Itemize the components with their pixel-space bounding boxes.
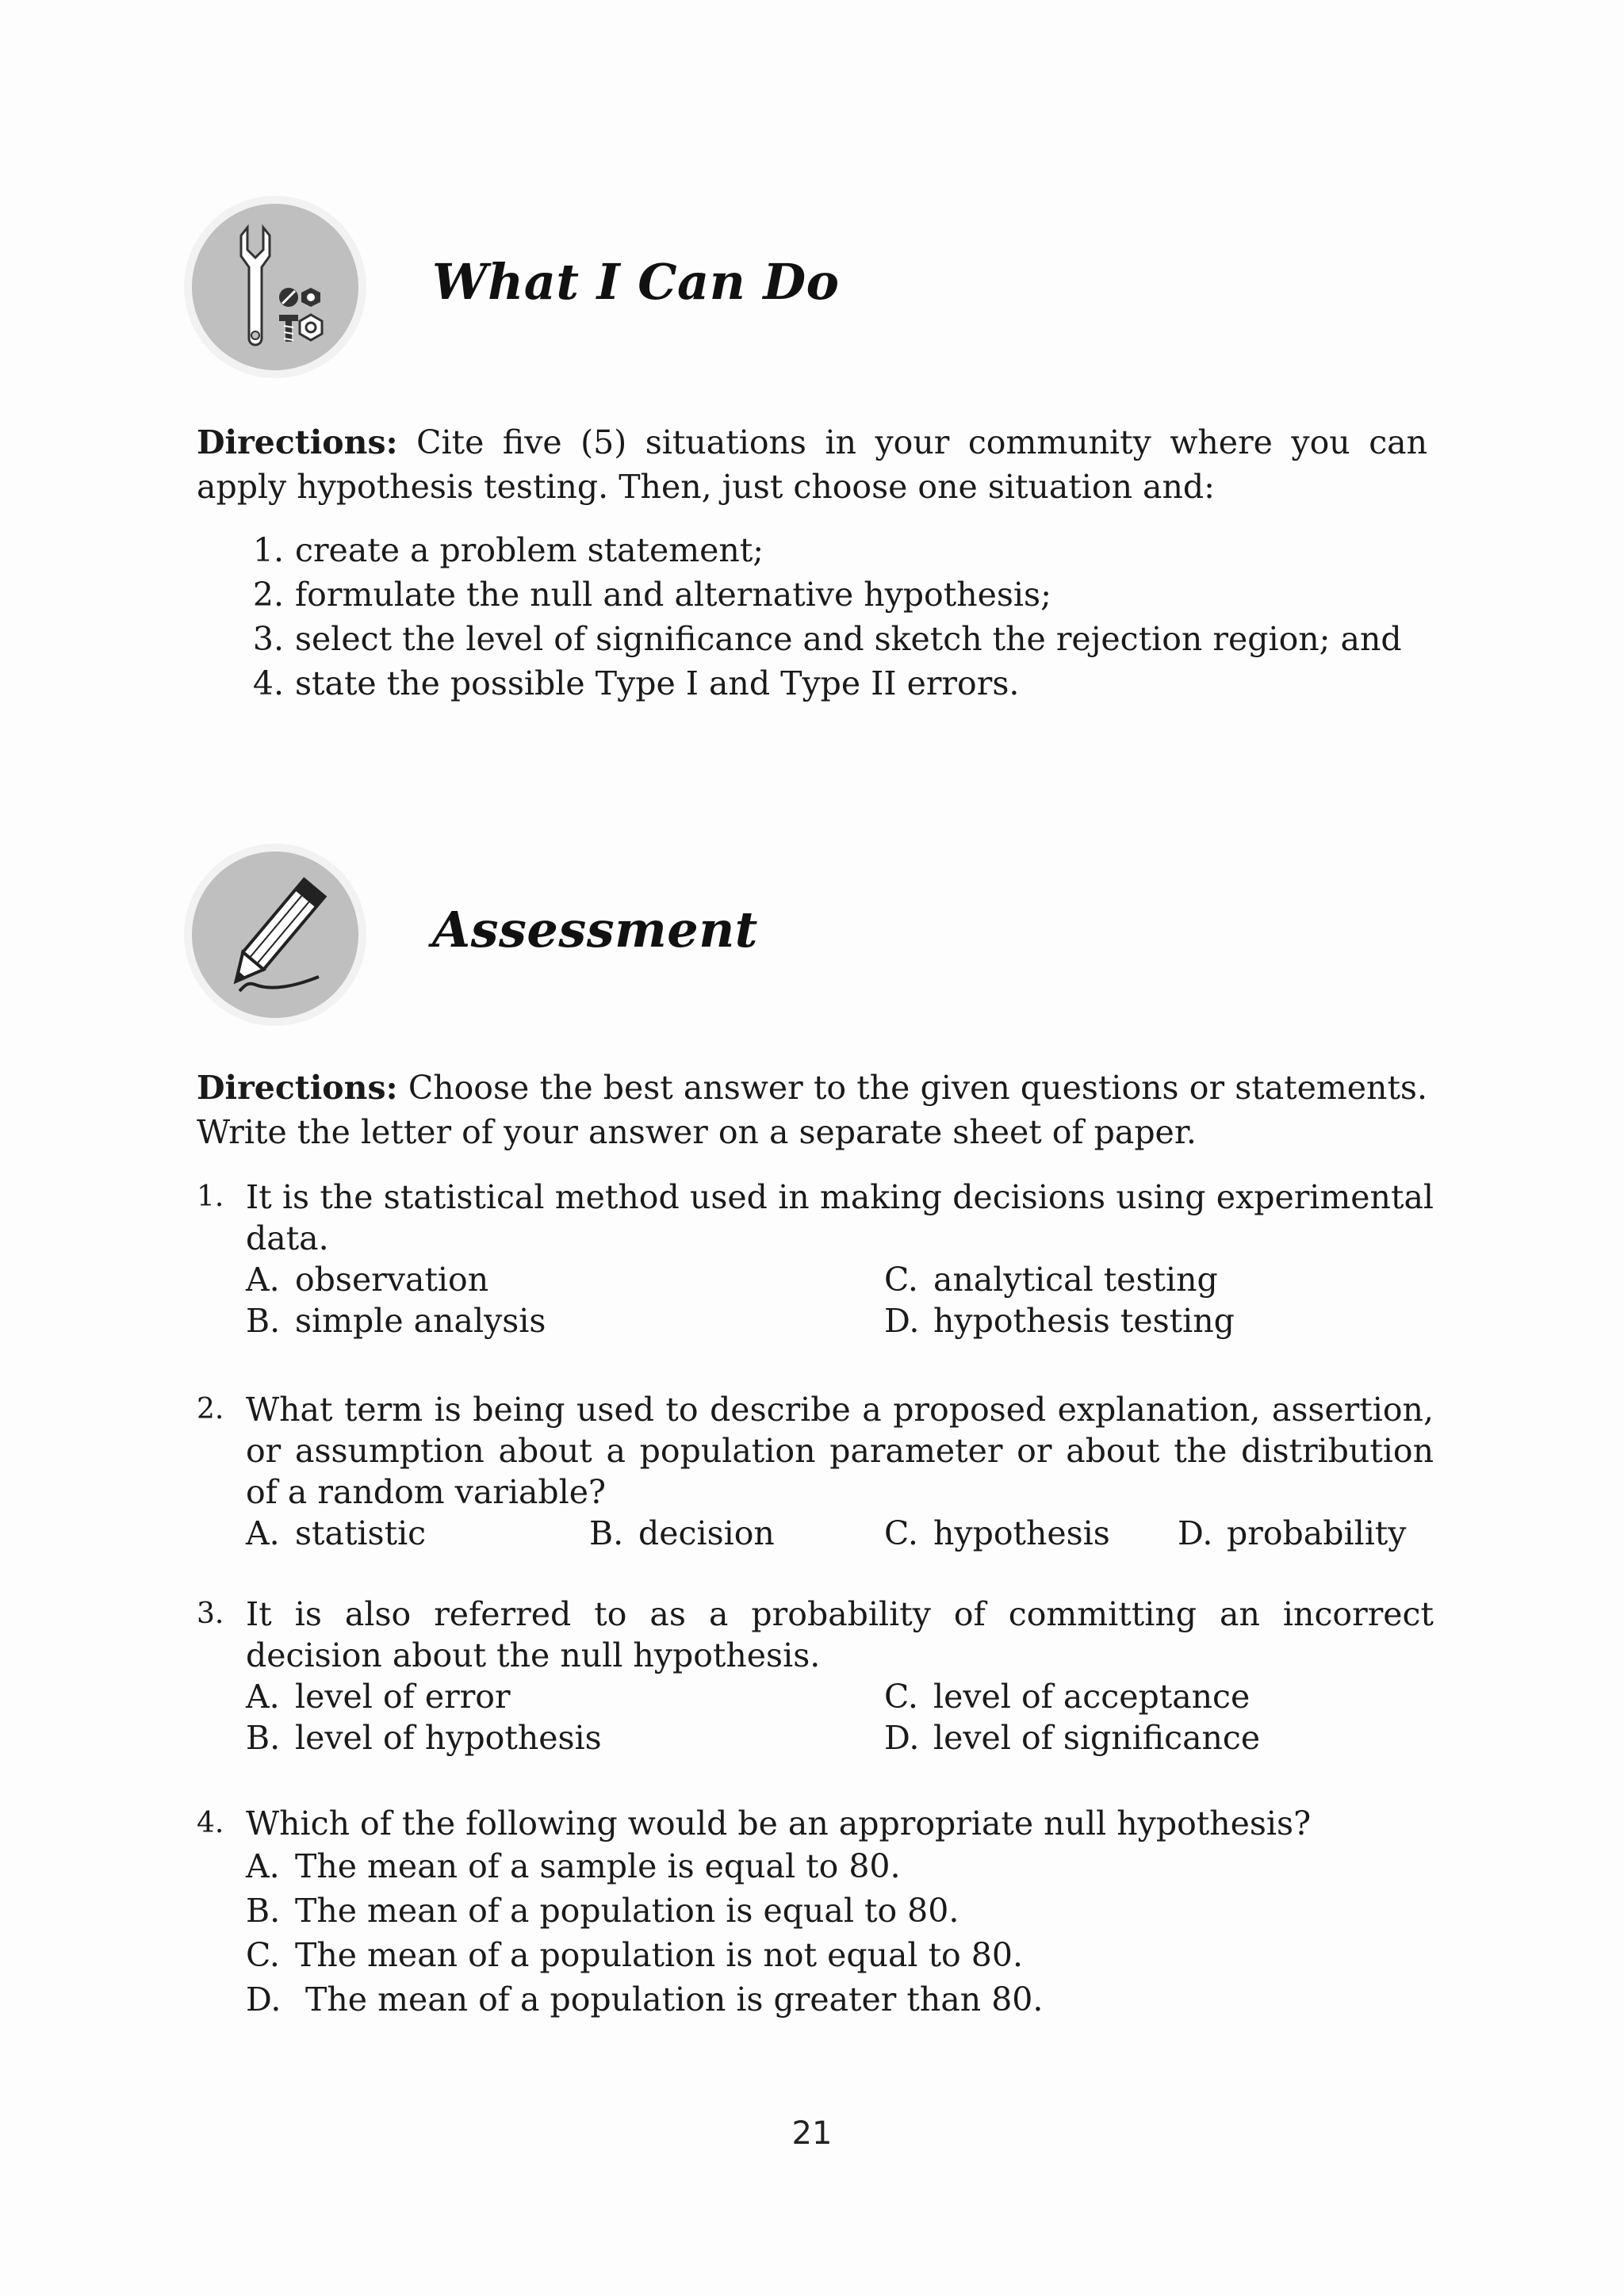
directions-label: Directions: (197, 1069, 398, 1107)
page-number: 21 (791, 2115, 833, 2152)
what-i-can-do-header (174, 204, 1443, 378)
directions-text: Cite five (5) situations in your community where you can apply hypothesis testing. Then, just choose one situation and: (197, 423, 1427, 506)
directions-text: Choose the best answer to the given questions or statements. Write the letter of your answer on a separate sheet of paper. (197, 1069, 1427, 1151)
question-number: 1. (197, 1181, 224, 1213)
directions-paragraph (197, 420, 1427, 509)
task-list (197, 528, 1427, 706)
list-item: 3. select the level of significance and sketch the rejection region; and (252, 620, 1402, 658)
directions-paragraph (197, 1066, 1427, 1154)
answer-option: C. The mean of a population is not equal to 80. (246, 1936, 1023, 1974)
answer-option: D. hypothesis testing (884, 1302, 1235, 1340)
answer-option: D. level of significance (884, 1719, 1261, 1757)
wrench-and-bolts-icon (192, 204, 358, 370)
assessment-header (174, 851, 1443, 1026)
answer-option: A. level of error (246, 1678, 511, 1716)
section-title: Assessment (432, 901, 758, 959)
answer-option: B. simple analysis (246, 1302, 546, 1340)
question-text: Which of the following would be an appropriate null hypothesis? (246, 1804, 1312, 1843)
question-text: What term is being used to describe a proposed explanation, assertion, or assumption about a population parameter or about the distribution of a random variable? (246, 1391, 1434, 1511)
question-1 (197, 1177, 1434, 1341)
answer-option: A. The mean of a sample is equal to 80. (246, 1847, 901, 1885)
answer-options (246, 1513, 1434, 1554)
answer-options (246, 1259, 1434, 1341)
answer-option: B. decision (589, 1514, 775, 1552)
answer-option: C. hypothesis (884, 1514, 1110, 1552)
question-number: 3. (197, 1598, 224, 1630)
answer-options (246, 1844, 1434, 2022)
answer-option: B. level of hypothesis (246, 1719, 602, 1757)
pencil-icon (192, 851, 358, 1018)
answer-option: D. probability (1178, 1514, 1407, 1552)
answer-option: A. observation (246, 1261, 489, 1299)
answer-option: C. analytical testing (884, 1261, 1218, 1299)
question-number: 2. (197, 1393, 224, 1425)
answer-options (246, 1676, 1434, 1758)
list-item: 4. state the possible Type I and Type II errors. (252, 664, 1020, 702)
question-4 (197, 1803, 1434, 2022)
answer-option: B. The mean of a population is equal to 80. (246, 1892, 959, 1930)
question-text: It is also referred to as a probability of committing an incorrect decision about the null hypothesis. (246, 1595, 1434, 1674)
question-number: 4. (197, 1807, 224, 1839)
question-3 (197, 1594, 1434, 1758)
list-item: 1. create a problem statement; (252, 531, 764, 569)
question-2 (197, 1389, 1434, 1554)
answer-option: D. The mean of a population is greater than 80. (246, 1980, 1044, 2019)
directions-label: Directions: (197, 423, 398, 461)
answer-option: A. statistic (246, 1514, 427, 1552)
section-title: What I Can Do (432, 253, 840, 311)
list-item: 2. formulate the null and alternative hypothesis; (252, 576, 1051, 614)
question-text: It is the statistical method used in making decisions using experimental data. (246, 1178, 1434, 1257)
answer-option: C. level of acceptance (884, 1678, 1251, 1716)
